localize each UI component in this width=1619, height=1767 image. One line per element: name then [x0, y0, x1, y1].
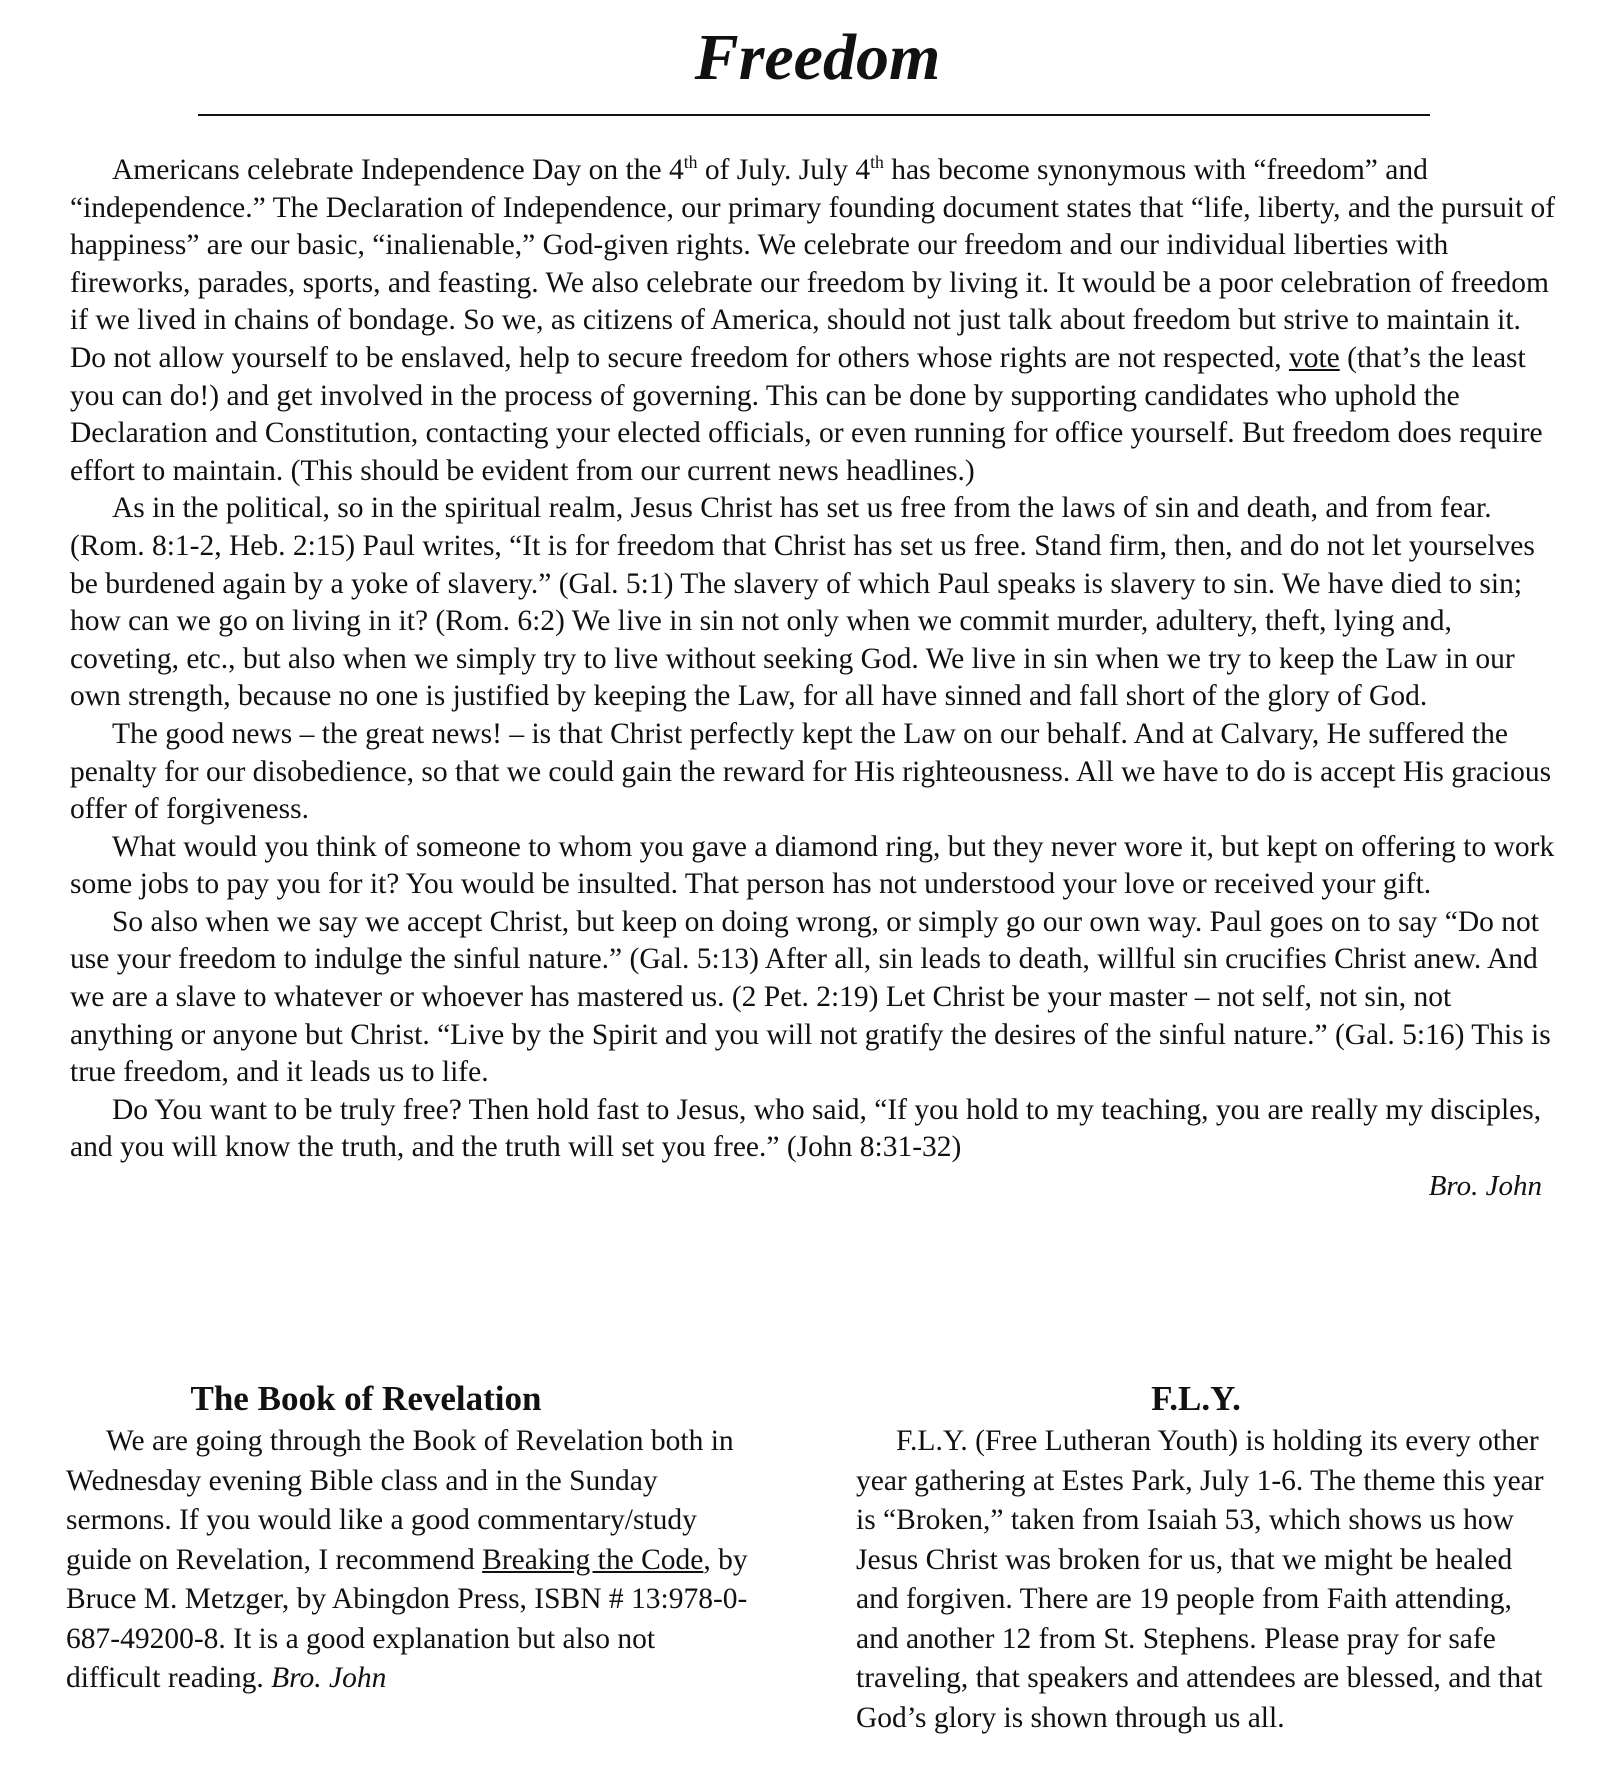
paragraph-text: has become synonymous with “freedom” and “independence.” The Declaration of Independence, our primary founding document states that “life, liberty, and the pursuit of happiness” are our basic, “inalienable,” God-given rights. We celebrate our freedom and our individual liberties with fireworks, parades, sports, and feasting. We also celebrate our freedom by living it. It would be a poor celebration of freedom if we lived in chains of bondage. So we, as citizens of America, should not just talk about freedom but strive to maintain it. Do not allow yourself to be enslaved, help to secure freedom for others whose rights are not respected,: [70, 154, 1556, 374]
paragraph-text: Americans celebrate Independence Day on the 4: [112, 154, 684, 186]
fly-paragraph: F.L.Y. (Free Lutheran Youth) is holding its every other year gathering at Estes Park, July 1-6. The theme this year is “Broken,” taken from Isaiah 53, which shows us how Jesus Christ was broken for us, that we might be healed and forgiven. There are 19 people from Faith attending, and another 12 from St. Stephens. Please pray for safe traveling, that speakers and attendees are blessed, and that God’s glory is shown through us all.: [856, 1425, 1544, 1734]
revelation-paragraph: [66, 1422, 756, 1699]
revelation-signature: Bro. John: [271, 1662, 387, 1694]
revelation-heading: The Book of Revelation: [190, 1379, 542, 1418]
article-paragraph-2: As in the political, so in the spiritual realm, Jesus Christ has set us free from the laws of sin and death, and from fear. (Rom. 8:1-2, Heb. 2:15) Paul writes, “It is for freedom that Christ has set us free. Stand firm, then, and do not let yourselves be burdened again by a yoke of slavery.” (Gal. 5:1) The slavery of which Paul speaks is slavery to sin. We have died to sin; how can we go on living in it? (Rom. 6:2) We live in sin not only when we commit murder, adultery, theft, lying and, coveting, etc., but also when we simply try to live without seeking God. We live in sin when we try to keep the Law in our own strength, because no one is justified by keeping the Law, for all have sinned and fall short of the glory of God.: [70, 492, 1535, 713]
revelation-section: [66, 1378, 756, 1699]
freedom-article: [70, 152, 1560, 1205]
paragraph-text: We are going through the Book of Revelation both in Wednesday evening Bible class and in the Sunday sermons. If you would like a good commentary/study guide on Revelation, I recommend: [66, 1425, 734, 1576]
article-paragraph-3: The good news – the great news! – is that Christ perfectly kept the Law on our behalf. And at Calvary, He suffered the penalty for our disobedience, so that we could gain the reward for His righteousness. All we have to do is accept His gracious offer of forgiveness.: [70, 717, 1552, 826]
paragraph-text: of July. July 4: [697, 154, 871, 186]
article-signature: Bro. John: [1428, 1170, 1542, 1203]
underlined-vote: vote: [1288, 341, 1340, 374]
article-paragraph-5: So also when we say we accept Christ, but keep on doing wrong, or simply go our own way. Paul goes on to say “Do not use your freedom to indulge the sinful nature.” (Gal. 5:13) After all, sin leads to death, willful sin crucifies Christ anew. And we are a slave to whatever or whoever has mastered us. (2 Pet. 2:19) Let Christ be your master – not self, not sin, not anything or anyone but Christ. “Live by the Spirit and you will not gratify the desires of the sinful nature.” (Gal. 5:16) This is true freedom, and it leads us to life.: [70, 905, 1551, 1089]
paragraph-text: (that’s the least you can do!) and get involved in the process of governing. This can be done by supporting candidates who uphold the Declaration and Constitution, contacting your elected officials, or even running for office yourself. But freedom does require effort to maintain. (This should be evident from our current news headlines.): [70, 341, 1543, 487]
article-paragraph-6: Do You want to be truly free? Then hold fast to Jesus, who said, “If you hold to my teaching, you are really my disciples, and you will know the truth, and the truth will set you free.” (John 8:31-32): [70, 1093, 1542, 1164]
fly-section: [856, 1378, 1556, 1738]
article-paragraph-1: [70, 152, 1560, 490]
superscript-th: th: [683, 152, 698, 173]
paragraph-text: , by Bruce M. Metzger, by Abingdon Press, ISBN # 13:978-0-687-49200-8. It is a good explanation but also not difficult reading.: [66, 1543, 748, 1694]
page-title: Freedom: [694, 21, 941, 94]
title-divider: [198, 114, 1430, 116]
book-title: Breaking the Code: [482, 1543, 704, 1576]
article-paragraph-4: What would you think of someone to whom you gave a diamond ring, but they never wore it, but kept on offering to work some jobs to pay you for it? You would be insulted. That person has not understood your love or received your gift.: [70, 830, 1555, 901]
fly-heading: F.L.Y.: [1151, 1379, 1241, 1418]
superscript-th: th: [870, 152, 884, 173]
